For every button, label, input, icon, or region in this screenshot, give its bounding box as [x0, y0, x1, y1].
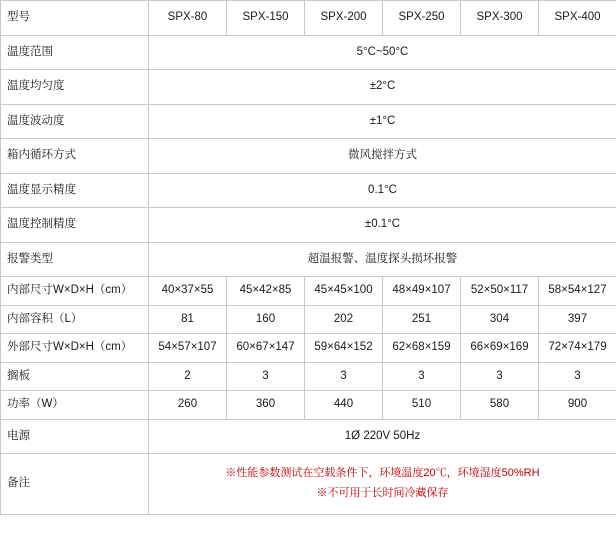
row-value: 40×37×55 — [149, 277, 227, 306]
row-value: 48×49×107 — [383, 277, 461, 306]
row-value-merged: 1Ø 220V 50Hz — [149, 419, 616, 454]
model-header-0: SPX-80 — [149, 1, 227, 36]
row-value: 360 — [227, 391, 305, 420]
table-row — [1, 334, 616, 363]
row-value: 52×50×117 — [461, 277, 539, 306]
table-row — [1, 139, 616, 174]
model-header-1: SPX-150 — [227, 1, 305, 36]
row-value: 3 — [227, 362, 305, 391]
row-label: 箱内循环方式 — [1, 139, 149, 174]
row-label: 内部容积（L） — [1, 305, 149, 334]
table-row — [1, 208, 616, 243]
table-row — [1, 391, 616, 420]
row-label: 内部尺寸W×D×H（cm） — [1, 277, 149, 306]
row-value: 81 — [149, 305, 227, 334]
row-value: 202 — [305, 305, 383, 334]
row-value-merged: ±0.1°C — [149, 208, 616, 243]
table-row-remark — [1, 454, 616, 515]
row-value: 260 — [149, 391, 227, 420]
model-header-2: SPX-200 — [305, 1, 383, 36]
remark-cell — [149, 454, 616, 515]
row-value: 3 — [305, 362, 383, 391]
row-value: 45×42×85 — [227, 277, 305, 306]
row-value-merged: 5°C~50°C — [149, 35, 616, 70]
row-label: 温度显示精度 — [1, 173, 149, 208]
row-value: 510 — [383, 391, 461, 420]
row-value: 72×74×179 — [539, 334, 616, 363]
model-header-5: SPX-400 — [539, 1, 616, 36]
row-value: 3 — [539, 362, 616, 391]
row-value: 251 — [383, 305, 461, 334]
table-row — [1, 242, 616, 277]
table-row — [1, 305, 616, 334]
row-value: 900 — [539, 391, 616, 420]
table-body — [1, 1, 616, 515]
row-label: 温度控制精度 — [1, 208, 149, 243]
row-value: 397 — [539, 305, 616, 334]
row-label: 温度范围 — [1, 35, 149, 70]
table-row — [1, 70, 616, 105]
row-value: 304 — [461, 305, 539, 334]
row-label: 外部尺寸W×D×H（cm） — [1, 334, 149, 363]
row-label-header: 型号 — [1, 1, 149, 36]
table-header-row — [1, 1, 616, 36]
row-value: 2 — [149, 362, 227, 391]
row-label: 温度波动度 — [1, 104, 149, 139]
model-header-4: SPX-300 — [461, 1, 539, 36]
row-value: 3 — [461, 362, 539, 391]
table-row — [1, 277, 616, 306]
row-label: 电源 — [1, 419, 149, 454]
row-label: 备注 — [1, 454, 149, 515]
model-header-3: SPX-250 — [383, 1, 461, 36]
row-label: 搁板 — [1, 362, 149, 391]
row-value: 66×69×169 — [461, 334, 539, 363]
row-label: 报警类型 — [1, 242, 149, 277]
row-label: 温度均匀度 — [1, 70, 149, 105]
table-row — [1, 362, 616, 391]
row-value: 60×67×147 — [227, 334, 305, 363]
row-value: 580 — [461, 391, 539, 420]
table-row — [1, 35, 616, 70]
remark-line-2: ※不可用于长时间冷藏保存 — [316, 487, 449, 500]
row-value: 58×54×127 — [539, 277, 616, 306]
remark-line-1: ※性能参数测试在空载条件下，环境温度20℃，环境湿度50%RH — [225, 467, 540, 480]
table-row — [1, 419, 616, 454]
row-value: 160 — [227, 305, 305, 334]
row-value: 3 — [383, 362, 461, 391]
row-value: 440 — [305, 391, 383, 420]
row-value-merged: 0.1°C — [149, 173, 616, 208]
row-value-merged: ±1°C — [149, 104, 616, 139]
row-value-merged: 微风搅拌方式 — [149, 139, 616, 174]
row-value: 62×68×159 — [383, 334, 461, 363]
row-value-merged: 超温报警、温度探头损坏报警 — [149, 242, 616, 277]
table-row — [1, 173, 616, 208]
table-row — [1, 104, 616, 139]
row-value: 45×45×100 — [305, 277, 383, 306]
row-value-merged: ±2°C — [149, 70, 616, 105]
row-value: 54×57×107 — [149, 334, 227, 363]
row-label: 功率（W） — [1, 391, 149, 420]
row-value: 59×64×152 — [305, 334, 383, 363]
